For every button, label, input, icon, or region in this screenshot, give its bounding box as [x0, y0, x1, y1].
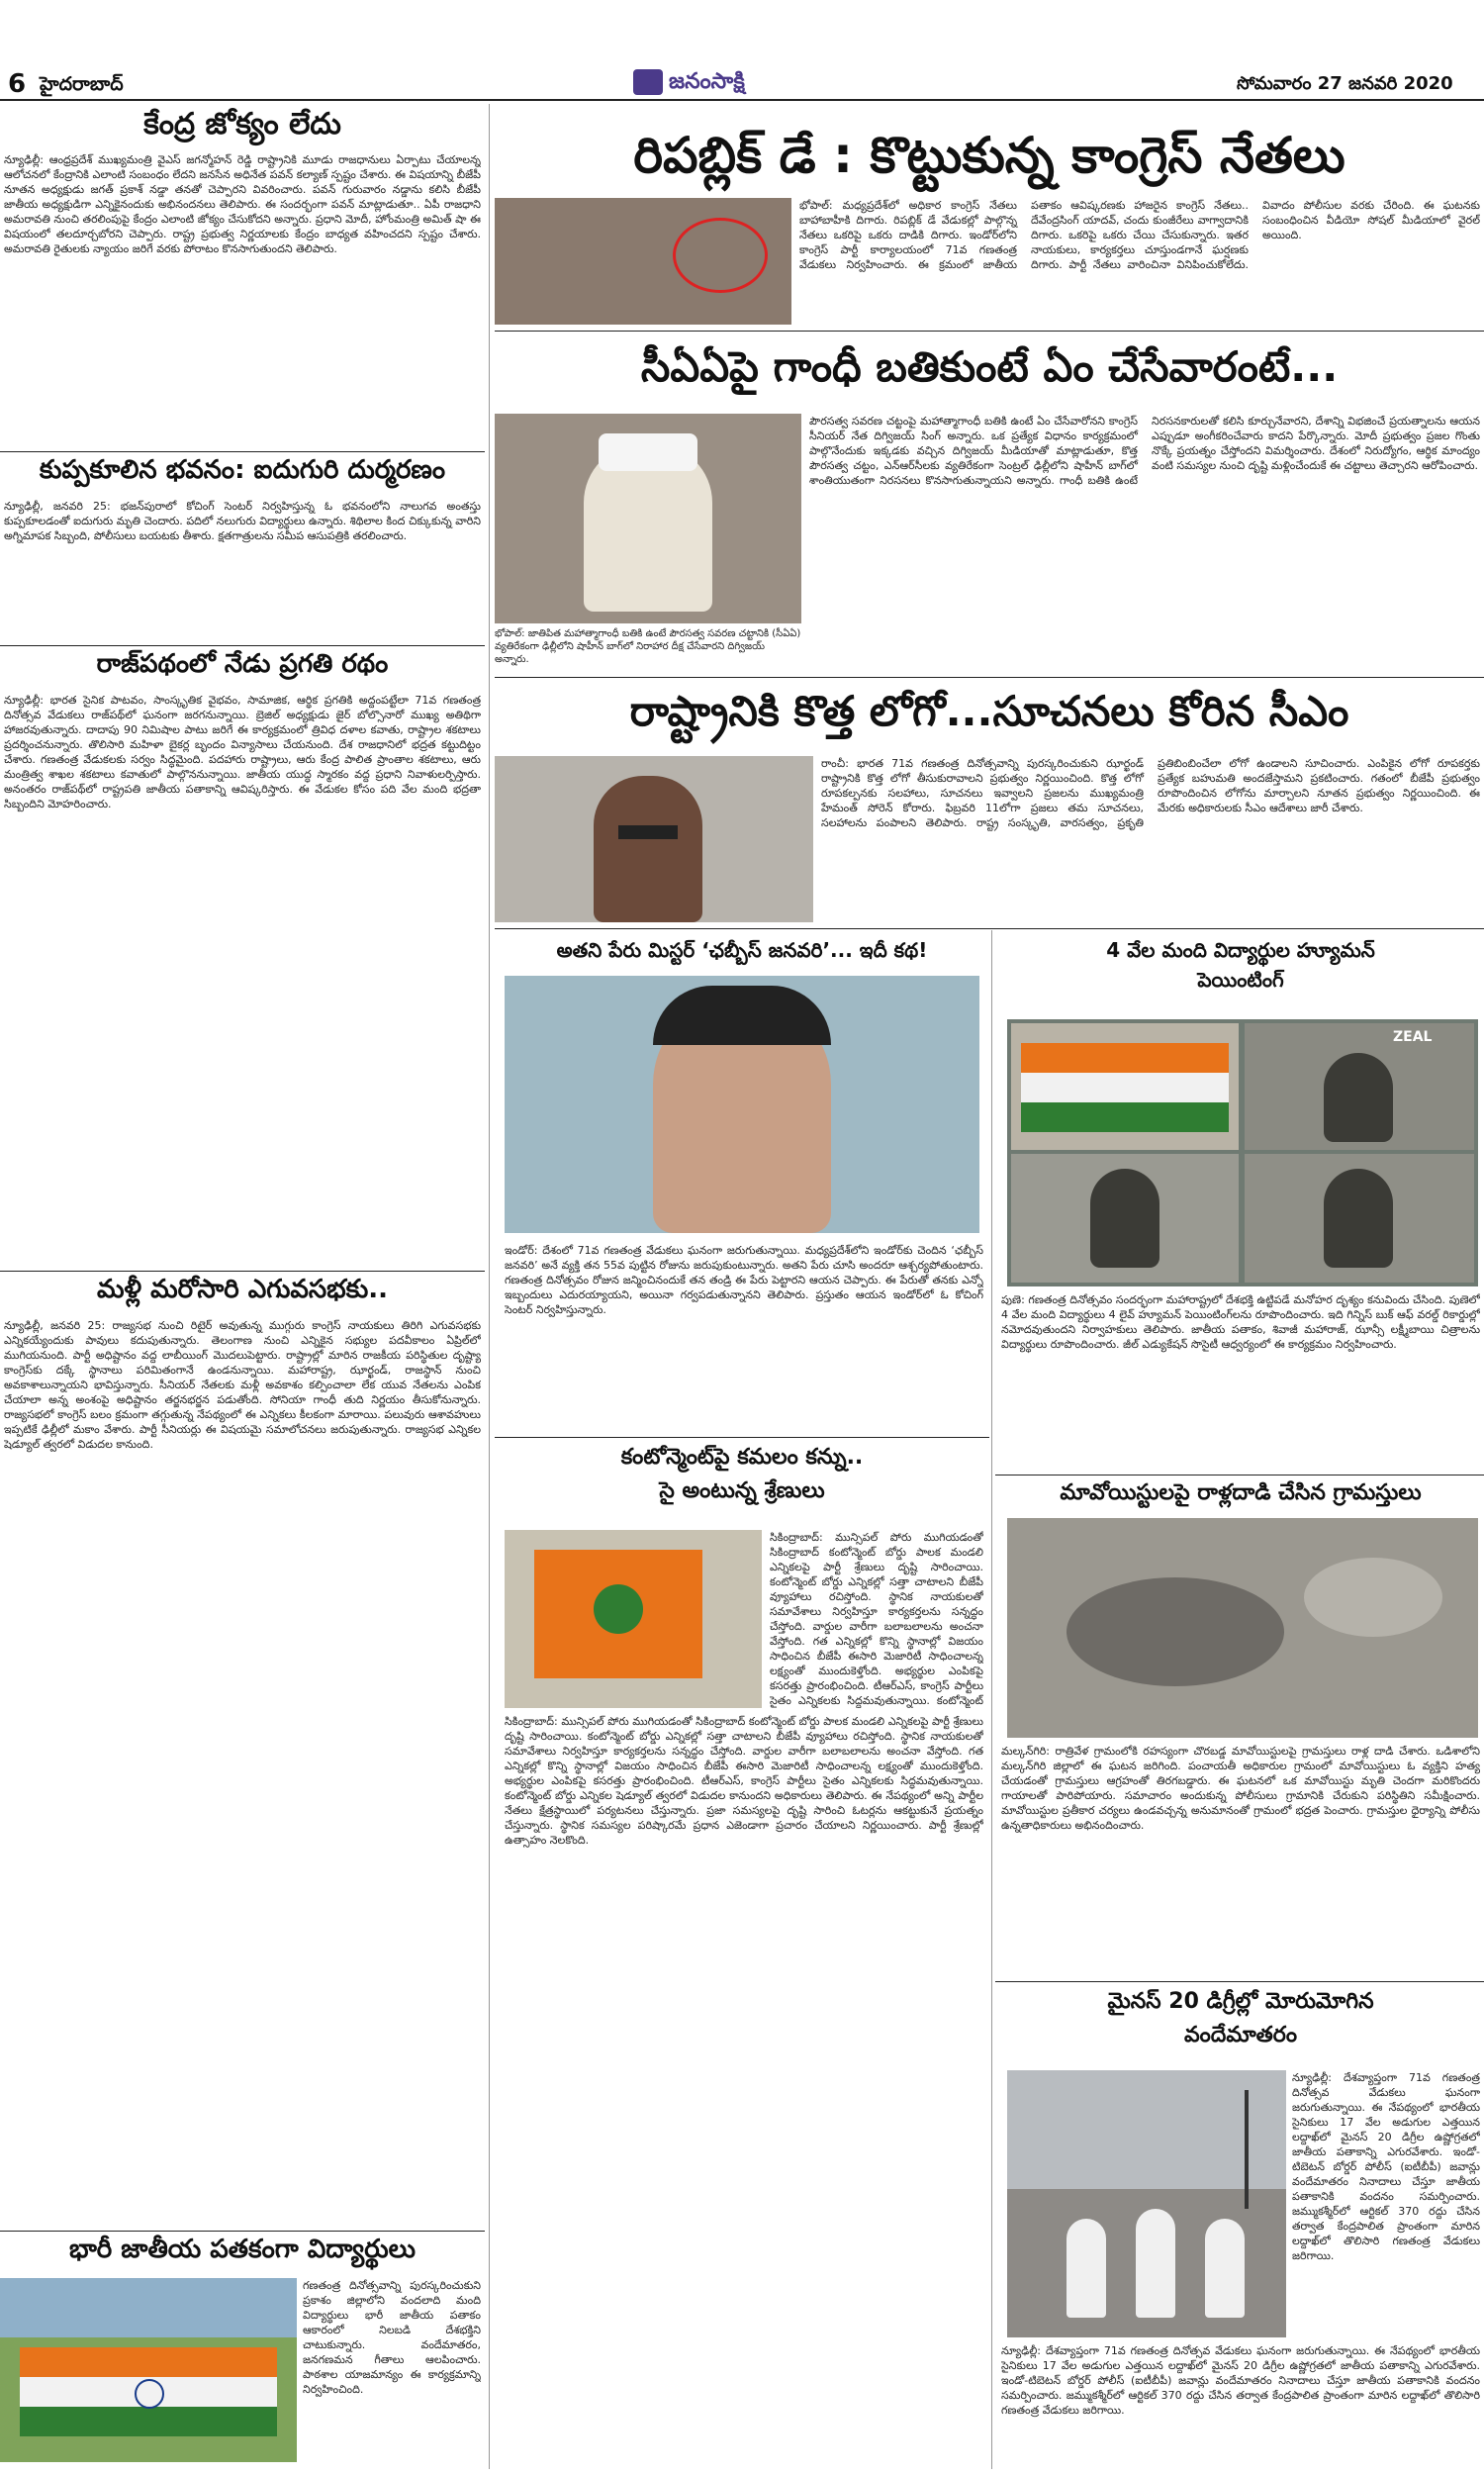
divider — [0, 451, 485, 452]
left-column — [0, 103, 485, 2473]
newspaper-logo-icon — [633, 69, 663, 95]
story-body: భోపాల్: మధ్యప్రదేశ్‌లో అధికార కాంగ్రెస్ నేతలు బాహాబాహీకి దిగారు. రిపబ్లిక్ డే వేడుకల్లో పాల్గొన్న నేతలు ఒకరిపై ఒకరు దాడికి దిగారు. ఇండోర్‌లోని కాంగ్రెస్ పార్టీ కార్యాలయంలో 71వ గణతంత్ర వేడుకలు నిర్వహించారు. ఈ క్రమంలో జాతీయ పతాకం ఆవిష్కరణకు హాజరైన కాంగ్రెస్ నేతలు.. దేవేంద్రసింగ్ యాదవ్, చందు కుంజీరేలు వాగ్వాదానికి దిగారు. ఒకరిపై ఒకరు చేయి చేసుకున్నారు. ఇతర నాయకులు, కార్యకర్తలు చూస్తుండగానే ఘర్షణకు దిగారు. పార్టీ నేతలు వారించినా వినిపించుకోలేదు. వివాదం పోలీసుల వరకు చేరింది. ఈ ఘటనకు సంబంధించిన వీడియో సోషల్ మీడియాలో వైరల్ అయింది. — [799, 199, 1480, 271]
newspaper-logo: జనంసాక్షి — [669, 69, 745, 94]
lead-headline: రిపబ్లిక్ డే : కొట్టుకున్న కాంగ్రెస్ నేతలు — [633, 127, 1345, 184]
story-heading: మళ్లీ మరోసారి ఎగువసభకు.. — [97, 1275, 388, 1304]
banner-text: ZEAL — [1393, 1029, 1433, 1045]
story-body: గణతంత్ర దినోత్సవాన్ని పురస్కరించుకుని ప్రకాశం జిల్లాలోని వందలాది మంది విద్యార్థులు భారీ జాతీయ పతాకం ఆకారంలో నిలబడి దేశభక్తిని చాటుకున్నారు. వందేమాతరం, జనగణమన గీతాలు ఆలపించారు. పాఠశాల యాజమాన్యం ఈ కార్యక్రమాన్ని నిర్వహించింది. — [303, 2279, 481, 2396]
bjp-flag-photo — [505, 1530, 762, 1708]
story-heading: మావోయిస్టులపై రాళ్లదాడి చేసిన గ్రామస్తులు — [1060, 1480, 1422, 1505]
itbp-soldiers-photo — [1007, 2070, 1286, 2337]
stone-attack-photo — [1007, 1518, 1478, 1738]
divider — [995, 1981, 1484, 1982]
story-body: ఇండోర్: దేశంలో 71వ గణతంత్ర వేడుకలు ఘనంగా జరుగుతున్నాయి. మధ్యప్రదేశ్‌లోని ఇండోర్‌కు చెందిన ‘ఛబ్బీస్ జనవరి’ అనే వ్యక్తి తన 55వ పుట్టిన రోజును జరుపుకుంటున్నారు. అతని పేరు చూసి అందరూ ఆశ్చర్యపోతుంటారు. గణతంత్ర దినోత్సవం రోజున జన్మించినందుకే తన తండ్రి ఈ పేరు పెట్టారని ఆయన చెప్పారు. ఈ పేరుతో తనకు ఎన్నో ఇబ్బందులు ఎదురయ్యాయని, అయినా గర్వపడుతున్నానని తెలిపారు. ప్రస్తుతం ఆయన ఇండోర్‌లో ఓ కోచింగ్ సెంటర్ నిర్వహిస్తున్నారు. — [505, 1244, 983, 1316]
story-subheading: పెయింటింగ్ — [1197, 968, 1284, 992]
story-body-continued: న్యూఢిల్లీ: దేశవ్యాప్తంగా 71వ గణతంత్ర దినోత్సవ వేడుకలు ఘనంగా జరుగుతున్నాయి. ఈ నేపథ్యంలో భారతీయ సైనికులు 17 వేల అడుగుల ఎత్తయిన లద్దాఖ్‌లో మైనస్ 20 డిగ్రీల ఉష్ణోగ్రతలో జాతీయ పతాకాన్ని ఎగురవేశారు. ఇండో-టిబెటన్ బోర్డర్ పోలీస్ (ఐటీబీపీ) జవాన్లు వందేమాతరం నినాదాలు చేస్తూ జాతీయ పతాకానికి వందనం సమర్పించారు. జమ్ముకశ్మీర్‌లో ఆర్టికల్ 370 రద్దు చేసిన తర్వాత కేంద్రపాలిత ప్రాంతంగా మారిన లద్దాఖ్‌లో తొలిసారి గణతంత్ర వేడుకలు జరిగాయి. — [1001, 2344, 1480, 2417]
divider — [495, 928, 1484, 929]
divider — [0, 2231, 485, 2232]
story-body: న్యూఢిల్లీ: దేశవ్యాప్తంగా 71వ గణతంత్ర దినోత్సవ వేడుకలు ఘనంగా జరుగుతున్నాయి. ఈ నేపథ్యంలో భారతీయ సైనికులు 17 వేల అడుగుల ఎత్తయిన లద్దాఖ్‌లో మైనస్ 20 డిగ్రీల ఉష్ణోగ్రతలో జాతీయ పతాకాన్ని ఎగురవేశారు. ఇండో-టిబెటన్ బోర్డర్ పోలీస్ (ఐటీబీపీ) జవాన్లు వందేమాతరం నినాదాలు చేస్తూ జాతీయ పతాకానికి వందనం సమర్పించారు. జమ్ముకశ్మీర్‌లో ఆర్టికల్ 370 రద్దు చేసిన తర్వాత కేంద్రపాలిత ప్రాంతంగా మారిన లద్దాఖ్‌లో తొలిసారి గణతంత్ర వేడుకలు జరిగాయి. — [1292, 2071, 1480, 2262]
story-body: న్యూఢిల్లీ, జనవరి 25: భజన్‌పురాలో కోచింగ్ సెంటర్ నిర్వహిస్తున్న ఓ భవనంలోని నాలుగవ అంతస్తు కుప్పకూలడంతో ఐదుగురు మృతి చెందారు. పదిలో నలుగురు విద్యార్థులు ఉన్నారు. శిథిలాల కింద చిక్కుకున్న వారిని అగ్నిమాపక సిబ్బంది, పోలీసులు బయటకు తీశారు. క్షతగాత్రులను సమీప ఆసుపత్రికి తరలించారు. — [4, 500, 481, 542]
hemant-soren-photo — [495, 756, 813, 922]
story-heading: కంటోన్మెంట్‌పై కమలం కన్ను.. — [620, 1445, 864, 1470]
masthead — [0, 0, 1484, 99]
story-body: పుణె: గణతంత్ర దినోత్సవం సందర్భంగా మహారాష్ట్రలో దేశభక్తి ఉట్టిపడే మనోహర దృశ్యం కనువిందు చేసింది. పుణెలో 4 వేల మంది విద్యార్థులు 4 లైవ్ హ్యూమన్ పెయింటింగ్‌లను రూపొందించారు. ఇది గిన్నిస్ బుక్ ఆఫ్ వరల్డ్ రికార్డుల్లో నమోదవుతుందని నిర్వాహకులు తెలిపారు. జాతీయ పతాకం, శివాజీ మహారాజ్, ఝాన్సీ లక్ష్మీబాయి చిత్రాలను విద్యార్థులు రూపొందించారు. జీల్ ఎడ్యుకేషన్ సొసైటీ ఆధ్వర్యంలో ఈ కార్యక్రమం నిర్వహించారు. — [1001, 1293, 1480, 1351]
story-body: న్యూఢిల్లీ: ఆంధ్రప్రదేశ్ ముఖ్యమంత్రి వైఎస్ జగన్మోహన్ రెడ్డి రాష్ట్రానికి మూడు రాజధానులు ఏర్పాటు చేయాలన్న ఆలోచనలో కేంద్రానికి ఎలాంటి సంబంధం లేదని జనసేన అధినేత పవన్ కల్యాణ్ స్పష్టం చేశారు. ఈ విషయాన్ని బీజేపీ నూతన అధ్యక్షుడు జగత్ ప్రకాశ్ నడ్డా తనతో చెప్పారని వివరించారు. పవన్ గురువారం నడ్డాను కలిసి బీజేపీ జాతీయ అధ్యక్షుడిగా ఎన్నికైనందుకు అభినందనలు తెలిపారు. ఈ సందర్భంగా పవన్ మాట్లాడుతూ.. ఏపీ రాజధాని అమరావతి నుంచి తరలింపుపై కేంద్రం ఎలాంటి జోక్యం చేసుకోదని అన్నారు. ప్రధాని మోదీ, హోంమంత్రి అమిత్ షా ఈ విషయంలో తలదూర్చబోరని చెప్పారు. రాష్ట్ర ప్రభుత్వ నిర్ణయాలకు కేంద్రం బాధ్యత వహించదని స్పష్టం చేశారు. అమరావతి రైతులకు న్యాయం జరిగే వరకు పోరాటం కొనసాగుతుందని తెలిపారు. — [4, 153, 481, 255]
digvijay-singh-photo — [495, 414, 801, 623]
story-body: న్యూఢిల్లీ, జనవరి 25: రాజ్యసభ నుంచి రిటైర్ అవుతున్న ముగ్గురు కాంగ్రెస్ నాయకులు తిరిగి ఎగువసభకు ఎన్నికయ్యేందుకు పావులు కదుపుతున్నారు. తెలంగాణ నుంచి ఎన్నికైన సభ్యుల పదవీకాలం ఏప్రిల్‌లో ముగియనుంది. పార్టీ అధిష్టానం వద్ద లాబీయింగ్ మొదలుపెట్టారు. రాష్ట్రాల్లో మారిన రాజకీయ పరిస్థితుల దృష్ట్యా కాంగ్రెస్‌కు దక్కే స్థానాలు పరిమితంగానే ఉండనున్నాయి. మహారాష్ట్ర, ఝార్ఖండ్, రాజస్థాన్ నుంచి అవకాశాలున్నాయని భావిస్తున్నారు. సీనియర్ నేతలకు మళ్లీ అవకాశం కల్పించాలా లేక యువ నేతలను ఎంపిక చేయాలా అన్న అంశంపై అధిష్టానం తర్జనభర్జన పడుతోంది. సోనియా గాంధీ తుది నిర్ణయం తీసుకోనున్నారు. రాజ్యసభలో కాంగ్రెస్ బలం క్రమంగా తగ్గుతున్న నేపథ్యంలో ఈ ఎన్నికలు కీలకంగా మారాయి. పలువురు ఆశావహులు ఇప్పటికే ఢిల్లీలో మకాం వేశారు. పార్టీ సీనియర్లు ఈ విషయమై సమాలోచనలు జరుపుతున్నారు. రాజ్యసభ ఎన్నికల షెడ్యూల్ త్వరలో విడుదల కానుంది. — [4, 1319, 481, 1451]
story-heading: 4 వేల మంది విద్యార్థుల హ్యూమన్ — [1106, 938, 1375, 962]
photo-caption: భోపాల్: జాతిపిత మహాత్మాగాంధీ బతికి ఉంటే పౌరసత్వ సవరణ చట్టానికి (సీఏఏ) వ్యతిరేకంగా ఢిల్లీలోని షాహీన్ బాగ్‌లో నిరాహార దీక్ష చేసేవారని దిగ్విజయ్ అన్నారు. — [495, 628, 801, 665]
story-heading: కుప్పకూలిన భవనం: ఐదుగురి దుర్మరణం — [39, 455, 446, 485]
story-body: సికింద్రాబాద్: మున్సిపల్ పోరు ముగియడంతో సికింద్రాబాద్ కంటోన్మెంట్ బోర్డు పాలక మండలి ఎన్నికలపై పార్టీ శ్రేణులు దృష్టి సారించాయి. కంటోన్మెంట్ బోర్డు ఎన్నికల్లో సత్తా చాటాలని బీజేపీ వ్యూహాలు రచిస్తోంది. స్థానిక నాయకులతో సమావేశాలు నిర్వహిస్తూ కార్యకర్తలను సన్నద్ధం చేస్తోంది. వార్డుల వారీగా బలాబలాలను అంచనా వేస్తోంది. గత ఎన్నికల్లో కొన్ని స్థానాల్లో విజయం సాధించిన బీజేపీ ఈసారి మెజారిటీ సాధించాలన్న లక్ష్యంతో ముందుకెళ్తోంది. అభ్యర్థుల ఎంపికపై కసరత్తు ప్రారంభించింది. టీఆర్ఎస్, కాంగ్రెస్ పార్టీలు సైతం ఎన్నికలకు సిద్ధమవుతున్నాయి. కంటోన్మెంట్ — [770, 1531, 983, 1707]
story-body: మల్కన్‌గిరి: రాత్రివేళ గ్రామంలోకి రహస్యంగా చొరబడ్డ మావోయిస్టులపై గ్రామస్తులు రాళ్ల దాడి చేశారు. ఒడిశాలోని మల్కన్‌గిరి జిల్లాలో ఈ ఘటన జరిగింది. పంచాయతీ అధికారుల గ్రామంలో మావోయిస్టులు ఓ వ్యక్తిని హత్య చేయడంతో గ్రామస్తులు ఆగ్రహంతో తిరగబడ్డారు. ఈ ఘటనలో ఒక మావోయిస్టు మృతి చెందగా మరికొందరు గాయాలతో పారిపోయారు. సమాచారం అందుకున్న పోలీసులు గ్రామానికి చేరుకుని పరిస్థితిని సమీక్షించారు. మావోయిస్టుల ప్రతీకార చర్యలు ఉండవచ్చన్న అనుమానంతో గ్రామంలో భద్రత పెంచారు. గ్రామస్తుల ధైర్యాన్ని పోలీసు ఉన్నతాధికారులు అభినందించారు. — [1001, 1745, 1480, 1832]
story-heading: సీఏఏపై గాంధీ బతికుంటే ఏం చేసేవారంటే... — [640, 342, 1339, 391]
city-label: హైదరాబాద్ — [40, 73, 124, 95]
story-body: పౌరసత్వ సవరణ చట్టంపై మహాత్మాగాంధీ బతికి ఉంటే ఏం చేసేవారోనని కాంగ్రెస్ సీనియర్ నేత దిగ్విజయ్ సింగ్ అన్నారు. ఒక ప్రత్యేక విధానం కార్యక్రమంలో పాల్గొనేందుకు ఇక్కడకు వచ్చిన దిగ్విజయ్ మీడియాతో మాట్లాడుతూ, కొత్త పౌరసత్వ చట్టం, ఎన్‌ఆర్‌సీలకు వ్యతిరేకంగా సెంట్రల్ ఢిల్లీలోని షాహీన్ బాగ్‌లో శాంతియుతంగా నిరసనలు కొనసాగుతున్నాయని అన్నారు. గాంధీ బతికి ఉంటే నిరసనకారులతో కలిసి కూర్చునేవారని, దేశాన్ని విభజించే ప్రయత్నాలను ఆయన ఎప్పుడూ అంగీకరించేవారు కాదని పేర్కొన్నారు. మోదీ ప్రభుత్వం ప్రజల గొంతు నొక్కే ప్రయత్నం చేస్తోందని విమర్శించారు. దేశంలో నిరుద్యోగం, ఆర్థిక మాంద్యం వంటి సమస్యల నుంచి దృష్టి మళ్లించేందుకే ఈ చట్టాలు తెచ్చారని ఆరోపించారు. — [809, 415, 1480, 487]
divider — [495, 331, 1484, 332]
story-body: రాంచీ: భారత 71వ గణతంత్ర దినోత్సవాన్ని పురస్కరించుకుని ఝార్ఖండ్ రాష్ట్రానికి కొత్త లోగో తీసుకురావాలని ప్రభుత్వం నిర్ణయించింది. కొత్త లోగో రూపకల్పనకు సలహాలు, సూచనలు ఇవ్వాలని ప్రజలను ముఖ్యమంత్రి హేమంత్ సోరెన్ కోరారు. ఫిబ్రవరి 11లోగా ప్రజలు తమ సూచనలు, సలహాలను పంపాలని తెలిపారు. రాష్ట్ర సంస్కృతి, వారసత్వం, ప్రకృతి ప్రతిబింబించేలా లోగో ఉండాలని సూచించారు. ఎంపికైన లోగో రూపకర్తకు ప్రత్యేక బహుమతి అందజేస్తామని ప్రకటించారు. గతంలో బీజేపీ ప్రభుత్వం రూపొందించిన లోగోను మార్చాలని నూతన ప్రభుత్వం నిర్ణయించింది. ఈ మేరకు అధికారులకు సీఎం ఆదేశాలు జారీ చేశారు. — [821, 757, 1480, 829]
masthead-rule — [0, 99, 1484, 101]
page-number: 6 — [8, 69, 27, 99]
column-divider — [489, 104, 490, 2469]
story-heading: కేంద్ర జోక్యం లేదు — [143, 107, 341, 142]
story-heading: రాజ్‌పథంలో నేడు ప్రగతి రథం — [96, 649, 389, 679]
human-painting-photo — [1007, 1019, 1478, 1286]
congress-scuffle-photo — [495, 198, 791, 325]
story-subheading: వందేమాతరం — [1184, 2023, 1297, 2047]
divider — [0, 645, 485, 646]
story-body: న్యూఢిల్లీ: భారత సైనిక పాటవం, సాంస్కృతిక వైభవం, సామాజిక, ఆర్థిక ప్రగతికి అద్దంపట్టేలా 71వ గణతంత్ర దినోత్సవ వేడుకలు రాజ్‌పథ్‌లో ఘనంగా జరగనున్నాయి. బ్రెజిల్ అధ్యక్షుడు జైర్ బోల్సొనారో ముఖ్య అతిథిగా హాజరవుతున్నారు. దాదాపు 90 నిమిషాల పాటు జరిగే ఈ కార్యక్రమంలో త్రివిధ దళాల కవాతు, రాష్ట్రాల శకటాలు ప్రదర్శించనున్నారు. తొలిసారి మహిళా బైకర్ల బృందం విన్యాసాలు చేయనుంది. దేశ రాజధానిలో భద్రత కట్టుదిట్టం చేశారు. గణతంత్ర వేడుకలకు సర్వం సిద్ధమైంది. పదహారు రాష్ట్రాలు, ఆరు కేంద్ర పాలిత ప్రాంతాల శకటాలు, ఆరు మంత్రిత్వ శాఖల శకటాలు కవాతులో పాల్గొననున్నాయి. జాతీయ యుద్ధ స్మారకం వద్ద ప్రధాని నివాళులర్పిస్తారు. అనంతరం రాజ్‌పథ్‌లో రాష్ట్రపతి జాతీయ పతాకాన్ని ఆవిష్కరిస్తారు. ఈ వేడుకల కోసం పది వేల మంది భద్రతా సిబ్బందిని మోహరించారు. — [4, 694, 481, 810]
story-heading: రాష్ట్రానికి కొత్త లోగో...సూచనలు కోరిన సీఎం — [629, 687, 1349, 735]
divider — [0, 1271, 485, 1272]
story-heading: భారీ జాతీయ పతకంగా విద్యార్థులు — [68, 2235, 417, 2264]
chhabbis-january-photo — [505, 976, 979, 1233]
story-body-continued: సికింద్రాబాద్: మున్సిపల్ పోరు ముగియడంతో సికింద్రాబాద్ కంటోన్మెంట్ బోర్డు పాలక మండలి ఎన్నికలపై పార్టీ శ్రేణులు దృష్టి సారించాయి. కంటోన్మెంట్ బోర్డు ఎన్నికల్లో సత్తా చాటాలని బీజేపీ వ్యూహాలు రచిస్తోంది. స్థానిక నాయకులతో సమావేశాలు నిర్వహిస్తూ కార్యకర్తలను సన్నద్ధం చేస్తోంది. వార్డుల వారీగా బలాబలాలను అంచనా వేస్తోంది. గత ఎన్నికల్లో కొన్ని స్థానాల్లో విజయం సాధించిన బీజేపీ ఈసారి మెజారిటీ సాధించాలన్న లక్ష్యంతో ముందుకెళ్తోంది. అభ్యర్థుల ఎంపికపై కసరత్తు ప్రారంభించింది. టీఆర్ఎస్, కాంగ్రెస్ పార్టీలు సైతం ఎన్నికలకు సిద్ధమవుతున్నాయి. కంటోన్మెంట్ బోర్డు ఎన్నికల షెడ్యూల్ త్వరలో విడుదల కానుందని అధికారులు తెలిపారు. ఈ నేపథ్యంలో అన్ని పార్టీల నేతలు క్షేత్రస్థాయిలో పర్యటనలు చేస్తున్నారు. ప్రజా సమస్యలపై దృష్టి సారించి ఓటర్లను ఆకట్టుకునే ప్రయత్నం చేస్తున్నారు. స్థానిక సమస్యల పరిష్కారమే ప్రధాన ఎజెండాగా ప్రచారం చేయాలని నిర్ణయించారు. పార్టీ శ్రేణుల్లో ఉత్సాహం నెలకొంది. — [505, 1715, 983, 1847]
story-heading: మైనస్ 20 డిగ్రీల్లో మోరుమోగిన — [1107, 1989, 1374, 2014]
story-heading: అతని పేరు మిస్టర్ ‘ఛబ్బీస్ జనవరి’... ఇదీ కథ! — [556, 938, 928, 962]
flag-formation-photo — [0, 2278, 297, 2462]
issue-date: సోమవారం 27 జనవరి 2020 — [1237, 73, 1453, 94]
divider — [495, 677, 1484, 678]
divider — [495, 1437, 989, 1438]
story-subheading: సై అంటున్న శ్రేణులు — [659, 1478, 825, 1503]
column-divider — [991, 930, 992, 2469]
